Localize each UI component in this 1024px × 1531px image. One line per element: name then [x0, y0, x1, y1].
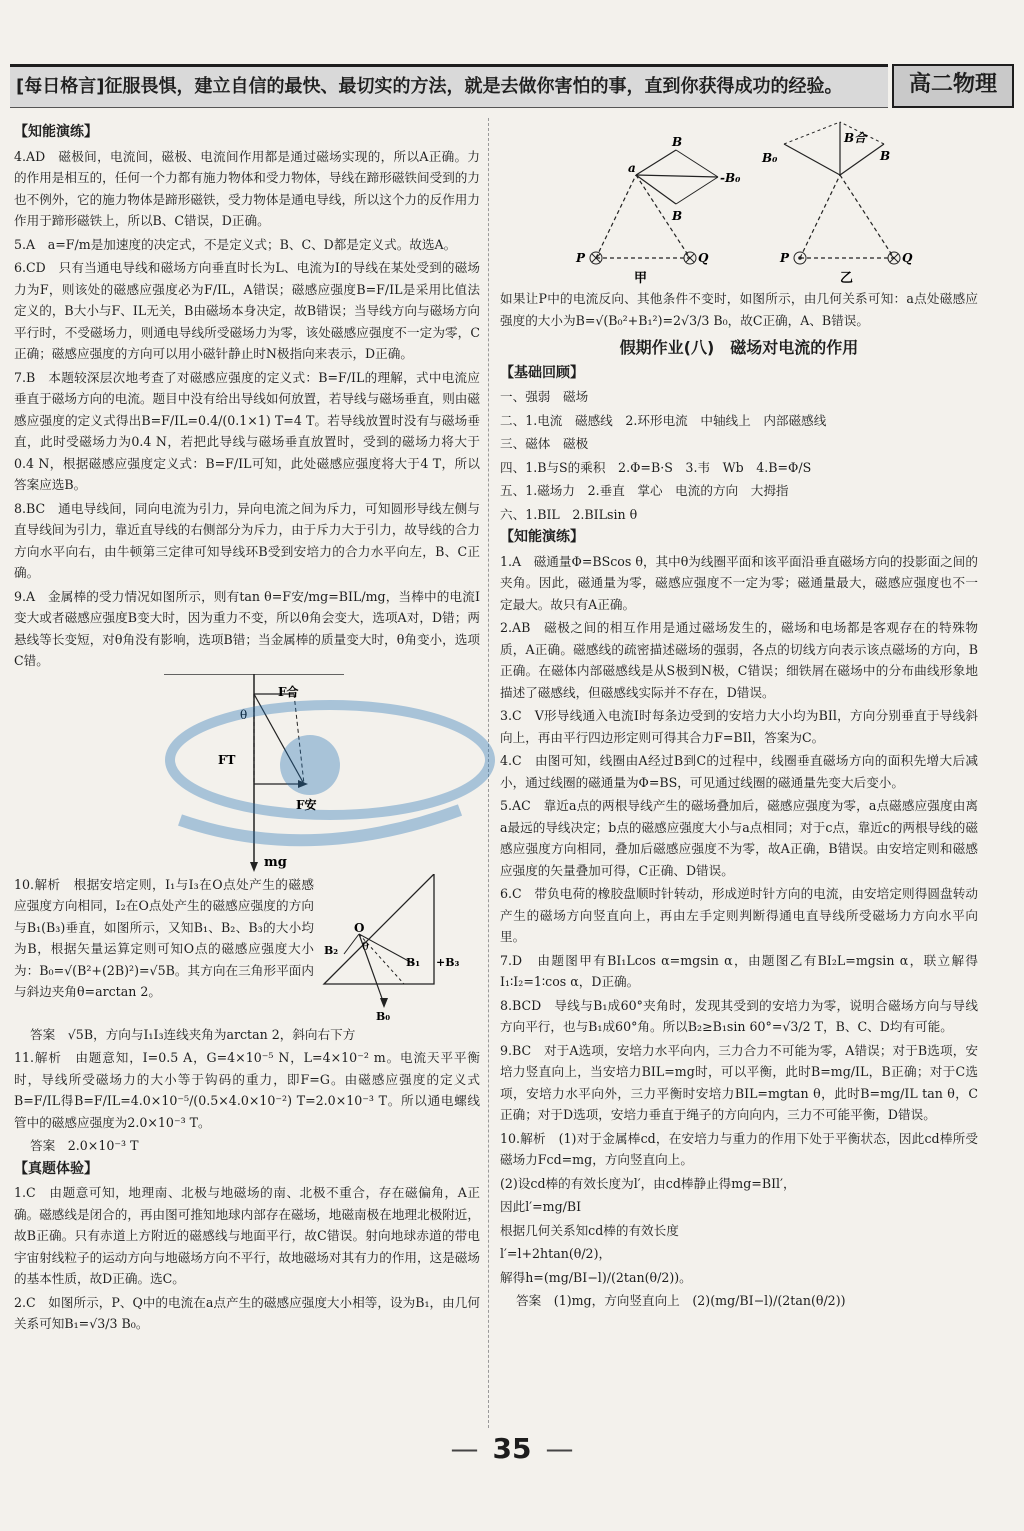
answer-item: 解得h=(mg/BI−l)/(2tan(θ/2))。 [500, 1269, 692, 1285]
b-top-label: B [880, 149, 891, 163]
diagram-yi [761, 122, 913, 286]
basics-item: 一、强弱 磁场 [500, 389, 589, 404]
b1-label: B₁ [406, 955, 421, 969]
basics-item: 六、1.BIL 2.BILsin θ [500, 506, 638, 522]
b0-label: B₀ [376, 1009, 391, 1023]
basics-item: 四、1.B与S的乘积 2.Φ=B·S 3.韦 Wb 4.B=Φ/S [500, 459, 812, 475]
answer-item: 9.BC 对于A选项，安培力水平向内，三力合力不可能为零，A错误；对于B选项，安培力竖直向上，当安培力BIL=mg时，可以平衡，此时B=mg/IL，B正确；对于C选项，安培力水平向外，三力平衡时安培力BIL=mgtan θ，此时B=mg/IL tan θ，C正确；对于D选项，安培力垂直于绳子的方向向内，三力不可能平衡，D错误。 [500, 1042, 978, 1122]
page-number: — 35 — [450, 1432, 574, 1465]
p-label: P [780, 251, 790, 265]
f-he-label: F合 [278, 684, 299, 699]
section-heading: 【知能演练】 [500, 529, 584, 545]
figure-label: 乙 [840, 271, 854, 286]
answer-item: 3.C V形导线通入电流I时每条边受到的安培力大小均为BIl，方向分别垂直于导线斜向上，再由平行四边形定则可得其合力F=BIl，答案为C。 [500, 708, 978, 745]
subject-label: 高二物理 [892, 64, 1014, 108]
answer-10: 答案 √5B，方向与I₁I₃连线夹角为arctan 2，斜向右下方 [30, 1026, 356, 1042]
answer-item: 4.AD 磁极间，电流间，磁极、电流间作用都是通过磁场实现的，所以A正确。力的作用是相互的，任何一个力都有施力物体和受力物体，导线在蹄形磁铁间受到的力也不例外，它的施力物体是蹄形磁铁，受力物体是通电导线，所以这个力的反作用力作用于蹄形磁铁上，所以B、C错误，D正确。 [14, 148, 480, 228]
header-banner [10, 66, 1014, 106]
q-label: Q [902, 251, 913, 265]
f-an-label: F安 [296, 797, 317, 812]
b2-label: B₂ [324, 943, 339, 957]
figure-label: 甲 [634, 271, 648, 286]
answer-item: 8.BC 通电导线间，同向电流为引力，异向电流之间为斥力，可知圆形导线左侧与直导线间为引力，靠近直导线的右侧部分为斥力，由于斥力大于引力，故导线的合力方向水平向右，由牛顿第三定律可知导线环B受到安培力的合力水平向左，B、C正确。 [14, 500, 480, 580]
theta-label: θ [240, 707, 248, 722]
basics-item: 二、1.电流 磁感线 2.环形电流 中轴线上 内部磁感线 [500, 412, 827, 428]
diagram-jia [575, 135, 741, 286]
o-label: O [354, 920, 365, 935]
q-label: Q [698, 251, 709, 265]
p-label: P [576, 251, 586, 265]
answer-item: 1.C 由题意可知，地理南、北极与地磁场的南、北极不重合，存在磁偏角，A正确。磁感线是闭合的，再由图可推知地球内部存在磁场，地磁南极在地理北极附近，故B正确。只有赤道上方附近的磁感线与地面平行，故C错误。射向地球赤道的带电宇宙射线粒子的运动方向与地磁场方向不平行，故地磁场对其有力的作用，这是磁场的基本性质，故D正确。选C。 [14, 1185, 480, 1286]
answer-item: 6.CD 只有当通电导线和磁场方向垂直时长为L、电流为I的导线在某处受到的磁场力为F，则该处的磁感应强度必为F/IL，A错误；磁感应强度B=F/IL是采用比值法定义的，B大小与F、IL无关，B由磁场本身决定，故B错误；当导线方向与磁场方向平行时，不受磁场力，则通电导线所受磁场力为零，该处磁感应强度不一定为零，C正确；磁感应强度的方向可以用小磁针静止时N极指向来表示，D正确。 [14, 260, 480, 361]
answer-item: 6.C 带负电荷的橡胶盘顺时针转动，形成逆时针方向的电流，由安培定则得圆盘转动产生的磁场方向竖直向上，再由左手定则判断得通电直导线所受磁场力方向水平向里。 [500, 886, 978, 944]
b0-label: -B₀ [720, 171, 741, 185]
basics-item: 三、磁体 磁极 [500, 436, 589, 451]
homework-title: 假期作业(八) 磁场对电流的作用 [619, 338, 859, 357]
answer-item: l′=l+2htan(θ/2)， [500, 1246, 612, 1261]
answer-item: 10.解析 (1)对于金属棒cd，在安培力与重力的作用下处于平衡状态，因此cd棒所受磁场力Fcd=mg，方向竖直向上。 [500, 1130, 978, 1167]
answer-item: 4.C 由图可知，线圈由A经过B到C的过程中，线圈垂直磁场方向的面积先增大后减小，通过线圈的磁通量为Φ=BS，可见通过线圈的磁通量先变大后变小。 [500, 753, 978, 790]
section-heading: 【真题体验】 [14, 1160, 98, 1177]
answer-item: 9.A 金属棒的受力情况如图所示，则有tan θ=F安/mg=BIL/mg，当棒中的电流I变大或者磁感应强度B变大时，因为重力不变，所以θ角会变大，选项A对，D错；两悬线等长变短，对θ角没有影响，选项B错；当金属棒的质量变大时，θ角变小，选项C错。 [14, 588, 480, 668]
b3-label: +B₃ [436, 955, 460, 969]
a-label: a [628, 161, 636, 175]
answer-item: 根据几何关系知cd棒的有效长度 [500, 1222, 679, 1238]
answer-item: 2.C 如图所示，P、Q中的电流在a点产生的磁感应强度大小相等，设为B₁，由几何关系可知B₁=√3/3 B₀。 [14, 1294, 480, 1331]
answer-item-10: 10.解析 根据安培定则，I₁与I₃在O点处产生的磁感应强度方向相同，I₂在O点处产生的磁感应强度的方向与B₁(B₃)垂直，如图所示，又知B₁、B₂、B₃的大小均为B，根据矢量运算定则可知O点的磁感应强度大小为：B₀=√(B²+(2B)²)=√5B。其方向在三角形平面内与斜边夹角θ=arctan 2。 [14, 876, 314, 999]
daily-motto: [每日格言]征服畏惧，建立自信的最快、最切实的方法，就是去做你害怕的事，直到你获得成功的经验。 [10, 64, 888, 108]
force-diagram-9 [14, 674, 480, 874]
answer-item: 1.A 磁通量Φ=BScos θ，其中θ为线圈平面和该平面沿垂直磁场方向的投影面之间的夹角。因此，磁通量为零，磁感应强度不一定为零；磁通量最大，磁感应强度也不一定最大。故只有A正确。 [500, 553, 978, 612]
b-bot-label: B [672, 209, 683, 223]
answer-item-11: 11.解析 由题意知，I=0.5 A，G=4×10⁻⁵ N，L=4×10⁻² m。电流天平平衡时，导线所受磁场力的大小等于钩码的重力，即F=G。由磁感应强度的定义式B=F/IL得B=F/IL=4.0×10⁻⁵/(0.5×4.0×10⁻²) T=2.0×10⁻³ T。所以通电螺线管中的磁感应强度为2.0×10⁻³ T。 [14, 1050, 480, 1130]
theta-label: θ [362, 939, 369, 953]
answer-item: 如果让P中的电流反向、其他条件不变时，如图所示，由几何关系可知：a点处磁感应强度的大小为B=√(B₀²+B₁²)=2√3/3 B₀，故C正确，A、B错误。 [500, 291, 978, 328]
b0-label: B₀ [762, 151, 778, 165]
section-heading: 【基础回顾】 [500, 364, 584, 381]
answer-item: 8.BCD 导线与B₁成60°夹角时，发现其受到的安培力为零，说明合磁场方向与导线方向平行，也与B₁成60°角。所以B₂≥B₁sin 60°=√3/2 T，B、C、D均有可能。 [500, 997, 978, 1034]
b-he-label: B合 [844, 131, 867, 145]
answer-11: 答案 2.0×10⁻³ T [30, 1138, 139, 1153]
section-heading: 【知能演练】 [14, 124, 98, 140]
mg-label: mg [264, 854, 287, 870]
answer-item: (2)设cd棒的有效长度为l′，由cd棒静止得mg=BIl′， [500, 1175, 796, 1191]
field-diagrams [500, 120, 978, 288]
answer-item: 5.AC 靠近a点的两根导线产生的磁场叠加后，磁感应强度为零，a点磁感应强度由离a最远的导线决定；b点的磁感应强度大小与a点相同；对于c点，靠近c的两根导线的磁感应强度方向相同，叠加后磁感应强度不为零，故A正确，B错误。由安培定则和磁感应强度的矢量叠加可得，C正确、D错误。 [500, 798, 978, 878]
answer-item: 5.A a=F/m是加速度的决定式，不是定义式；B、C、D都是定义式。故选A。 [14, 236, 457, 252]
left-column [14, 120, 480, 1337]
answer-item: 7.D 由题图甲有BI₁Lcos α=mgsin α，由题图乙有BI₂L=mgsin α，联立解得I₁∶I₂=1∶cos α，D正确。 [500, 952, 978, 989]
column-divider [488, 118, 489, 1428]
ft-label: FT [218, 752, 236, 767]
answer-item: 2.AB 磁极之间的相互作用是通过磁场发生的，磁场和电场都是客观存在的特殊物质，A正确。磁感线的疏密描述磁场的强弱，各点的切线方向表示该点磁场的方向，B正确。在磁体内部磁感线是从S极到N极，C错误；细铁屑在磁场中的分布曲线形象地描述了磁感线，但磁感线实际并不存在，D错误。 [500, 620, 978, 700]
basics-item: 五、1.磁场力 2.垂直 掌心 电流的方向 大拇指 [500, 483, 789, 498]
answer-item: 7.B 本题较深层次地考查了对磁感应强度的定义式：B=F/IL的理解，式中电流应垂直于磁场方向的电流。题目中没有给出导线如何放置，若导线与磁场垂直，则由磁感应强度的定义式得出B=F/IL=0.4/(0.1×1) T=4 T。若导线放置时没有与磁场垂直，此时受磁场力为0.4 N，若把此导线与磁场垂直放置时，受到的磁场力将大于0.4 N，根据磁感应强度定义式：B=F/IL可知，此处磁感应强度将大于4 T，所以答案应选B。 [14, 369, 480, 492]
right-column [500, 120, 978, 1314]
vector-diagram-10 [314, 874, 474, 1024]
answer-item: 因此l′=mg/BI [500, 1199, 582, 1214]
answer-10: 答案 (1)mg，方向竖直向上 (2)(mg/BI−l)/(2tan(θ/2)) [516, 1293, 846, 1308]
b-top-label: B [672, 135, 683, 149]
